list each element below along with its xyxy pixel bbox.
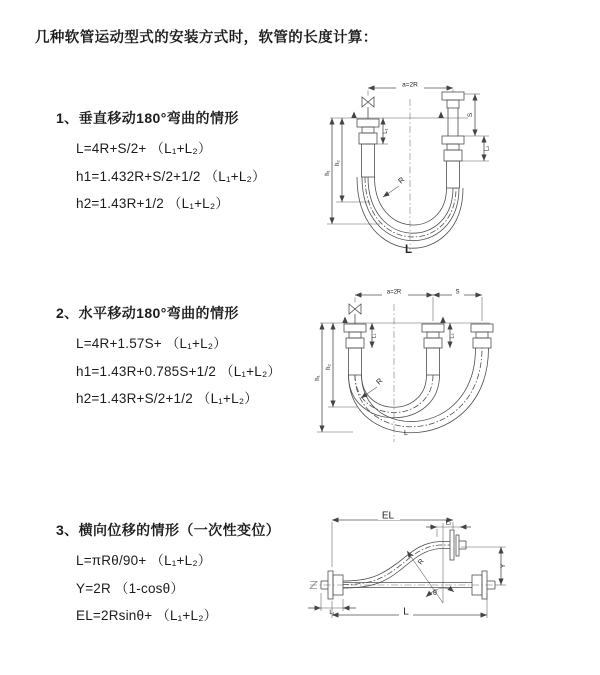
hose-u-curves xyxy=(349,348,489,433)
dim-label-l1: L₁ xyxy=(383,128,389,134)
formula-line: L=4R+S/2+ （L₁+L₂） xyxy=(76,141,212,156)
s-curve-hose xyxy=(343,542,450,589)
dim-label-l2: L₂ xyxy=(449,333,456,339)
formula-line: h2=1.43R+S/2+1/2 （L₁+L₂） xyxy=(76,391,258,406)
valve-symbol-icon xyxy=(349,304,361,324)
dim-label-l2: L₂ xyxy=(484,145,491,152)
formula-line: h2=1.43R+1/2 （L₁+L₂） xyxy=(76,196,230,211)
left-pipe-assembly xyxy=(357,119,379,177)
el-dimension xyxy=(332,510,453,567)
l1-l2-dimensions xyxy=(372,323,456,348)
l2-dimension xyxy=(426,521,471,538)
radius-callout xyxy=(383,175,407,197)
dim-label-l1: L₁ xyxy=(371,333,378,339)
moved-pipe-assembly xyxy=(471,324,493,348)
formula-line: Y=2R （1-cosθ） xyxy=(76,580,185,596)
diagram-vertical-180-bend xyxy=(310,75,590,255)
h-dimensions xyxy=(325,118,380,224)
formula-line: EL=2Rsinθ+ （L₁+L₂） xyxy=(76,608,218,623)
section-3-formulas xyxy=(56,547,324,630)
section-1-heading: 1、垂直移动180°弯曲的情形 xyxy=(56,110,239,126)
dim-label-r: R xyxy=(417,557,426,567)
middle-pipe-assembly xyxy=(422,324,444,375)
dim-label-l-total: L xyxy=(403,606,409,618)
formula-line: L=πRθ/90+ （L₁+L₂） xyxy=(76,553,212,568)
dim-label-l-total: L xyxy=(405,244,413,255)
dim-label-a2r: a=2R xyxy=(402,81,418,89)
section-3 xyxy=(56,521,324,630)
datum-line xyxy=(320,317,490,324)
dim-label-h1: h₁ xyxy=(325,170,331,176)
dim-label-r: R xyxy=(396,175,407,186)
dim-label-h1: h₁ xyxy=(315,375,321,381)
diagram-lateral-displacement xyxy=(300,503,600,645)
section-1-formulas xyxy=(56,135,324,218)
dim-label-l2: L₂ xyxy=(445,520,452,527)
dim-label-h2: h₂ xyxy=(326,364,332,370)
s-l2-dimensions xyxy=(462,94,491,161)
section-1 xyxy=(56,109,324,218)
dim-label-h2: h₂ xyxy=(335,160,341,166)
valve-symbol-icon xyxy=(362,97,374,119)
page-title: 几种软管运动型式的安装方式时，软管的长度计算： xyxy=(35,30,378,46)
h-dimensions xyxy=(315,323,357,432)
dim-label-l-total: L xyxy=(404,430,408,437)
formula-line: L=4R+1.57S+ （L₁+L₂） xyxy=(76,336,227,351)
radius-callout xyxy=(361,376,385,398)
dim-label-y: Y xyxy=(500,563,507,569)
dim-label-l1: L₁ xyxy=(329,610,335,616)
formula-line: h1=1.43R+0.785S+1/2 （L₁+L₂） xyxy=(76,363,282,379)
dim-label-el: EL xyxy=(381,510,395,522)
diagram-horizontal-180-bend xyxy=(305,282,600,454)
dim-label-a2r: a=2R xyxy=(386,289,402,296)
dimension-a2r-s xyxy=(355,288,482,322)
datum-line xyxy=(330,112,468,119)
section-2-heading: 2、水平移动180°弯曲的情形 xyxy=(56,305,239,321)
l-dimension xyxy=(332,593,487,618)
section-3-heading: 3、横向位移的情形（一次性变位） xyxy=(56,522,281,538)
y-dimension xyxy=(461,547,507,585)
section-2-formulas xyxy=(56,330,324,413)
dim-label-r: R xyxy=(374,376,385,387)
dimension-a2r xyxy=(368,81,453,96)
section-2 xyxy=(56,304,324,413)
dim-label-theta: θ xyxy=(433,590,437,597)
formula-line: h1=1.432R+S/2+1/2 （L₁+L₂） xyxy=(76,168,266,184)
right-pipe-assembly xyxy=(442,92,464,188)
left-pipe-assembly xyxy=(344,324,366,375)
dim-label-s: S xyxy=(455,289,460,296)
dim-label-s: S xyxy=(467,112,474,118)
upper-flange xyxy=(450,530,466,560)
